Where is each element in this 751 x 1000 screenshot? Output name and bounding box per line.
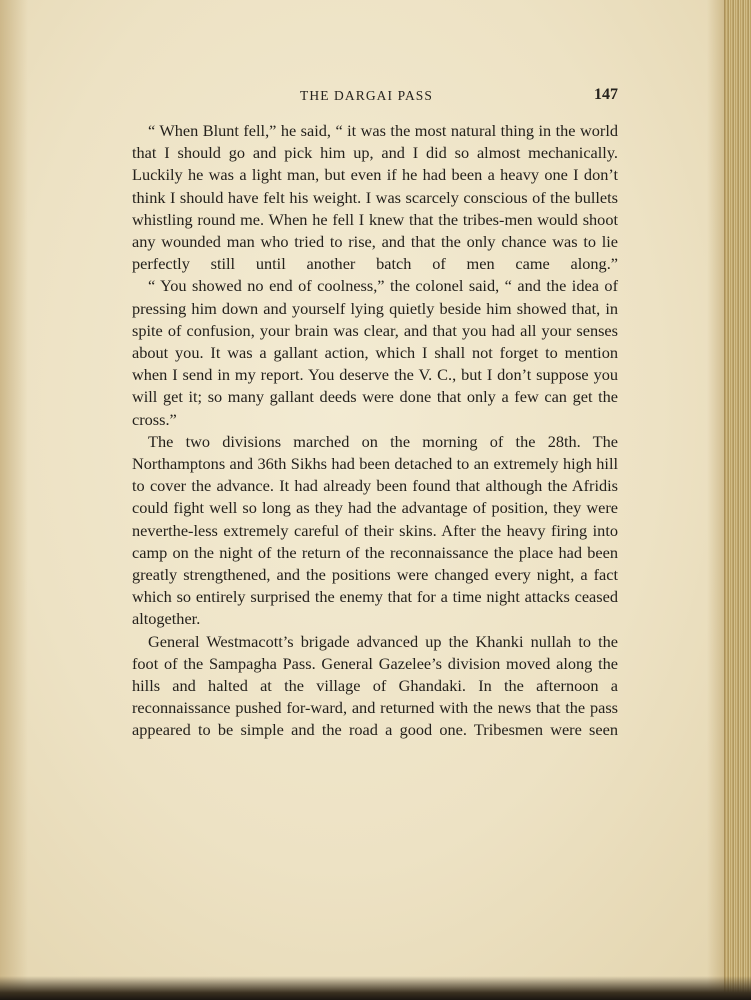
paragraph: General Westmacott’s brigade advanced up the Khanki nullah to the foot of the Sampagha Pass. General Gazelee’s division moved along the hills and halted at the village of Ghandaki. In the afternoon a reconnaissance pushed for-ward, and returned with the news that the pass appeared to be simple and the road a good one. Tribesmen were seen [132, 631, 618, 740]
paragraph: “ When Blunt fell,” he said, “ it was the most natural thing in the world that I should go and pick him up, and I did so almost mechanically. Luckily he was a light man, but even if he had been a heavy one I don’t think I should have felt his weight. I was scarcely conscious of the bullets whistling round me. When he fell I knew that the tribes-men would shoot any wounded man who tried to rise, and that the only chance was to lie perfectly still until another batch of men came along.” [132, 121, 618, 274]
page-number: 147 [594, 86, 618, 103]
paragraph: “ You showed no end of coolness,” the colonel said, “ and the idea of pressing him down and yourself lying quietly beside him showed that, in spite of confusion, your brain was clear, and that you had all your senses about you. It was a gallant action, which I shall not forget to mention when I send in my report. You deserve the V. C., but I don’t suppose you will get it; so many gallant deeds were done that only a few can get the cross.” [132, 276, 618, 429]
paragraph: The two divisions marched on the morning of the 28th. The Northamptons and 36th Sikhs had been detached to an extremely high hill to cover the advance. It had already been found that although the Afridis could fight well so long as they had the advantage of position, they were neverthe-less extremely careful of their skins. After the heavy firing into camp on the night of the return of the reconnaissance the place had been greatly strengthened, and the positions were changed every night, a fact which so entirely surprised the enemy that for a time night attacks ceased altogether. [132, 431, 618, 629]
running-head: THE DARGAI PASS [300, 88, 434, 103]
binding-edge [0, 976, 751, 1000]
gutter-shadow [0, 0, 28, 1000]
page-header [132, 86, 618, 108]
page-stack-edge [724, 0, 751, 1000]
body-text [132, 120, 618, 742]
